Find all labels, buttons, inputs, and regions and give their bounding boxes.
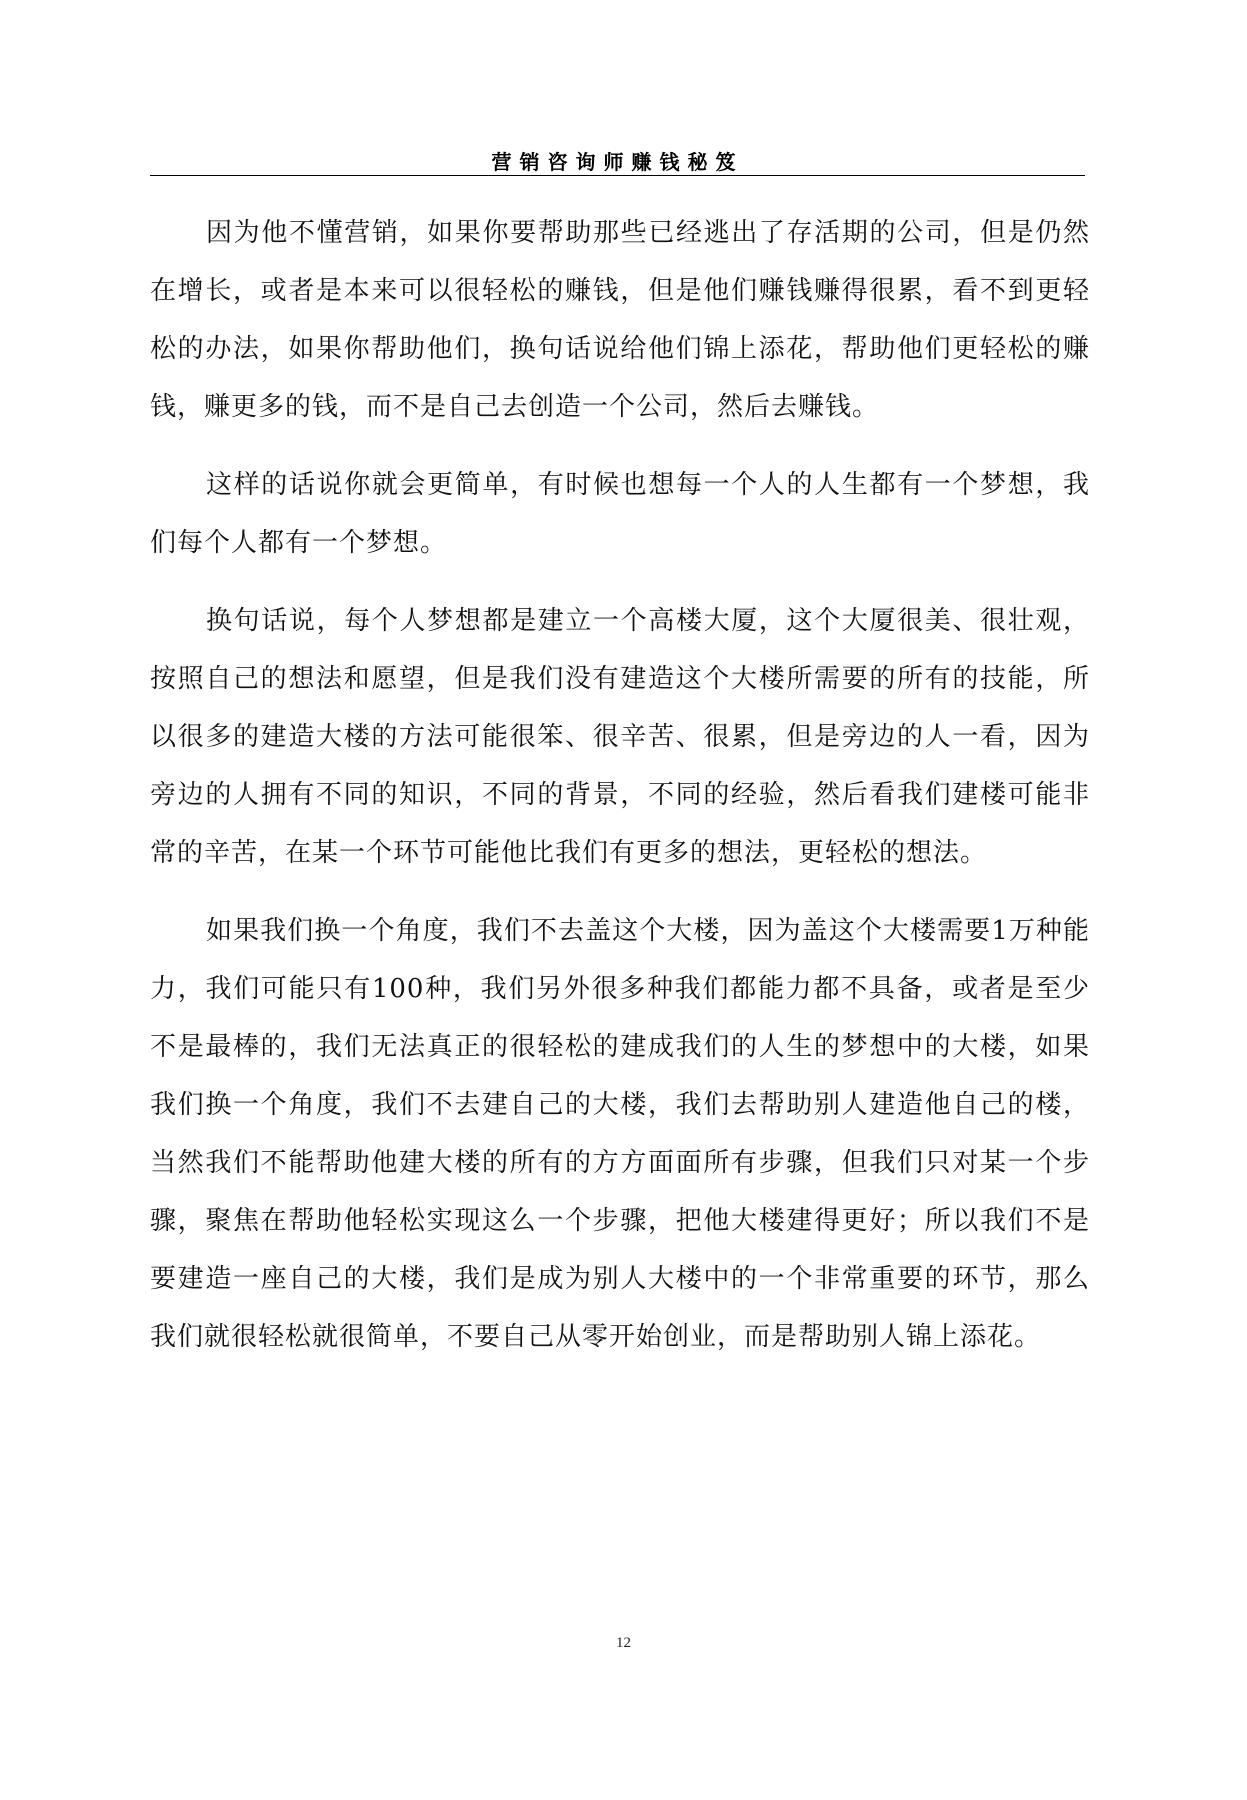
page-header (150, 150, 1085, 174)
paragraph-2: 这样的话说你就会更简单，有时候也想每一个人的人生都有一个梦想，我们每个人都有一个梦想。 (150, 470, 1090, 558)
header-title: 营销咨询师赚钱秘笈 (491, 150, 744, 174)
header-rule (150, 175, 1085, 176)
paragraph-3: 换句话说，每个人梦想都是建立一个高楼大厦，这个大厦很美、很壮观，按照自己的想法和愿望，但是我们没有建造这个大楼所需要的所有的技能，所以很多的建造大楼的方法可能很笨、很辛苦、很累，但是旁边的人一看，因为旁边的人拥有不同的知识，不同的背景，不同的经验，然后看我们建楼可能非常的辛苦，在某一个环节可能他比我们有更多的想法，更轻松的想法。 (150, 606, 1090, 868)
page-number: 12 (616, 1635, 631, 1651)
body-text (150, 204, 1090, 1386)
paragraph-1: 因为他不懂营销，如果你要帮助那些已经逃出了存活期的公司，但是仍然在增长，或者是本来可以很轻松的赚钱，但是他们赚钱赚得很累，看不到更轻松的办法，如果你帮助他们，换句话说给他们锦上添花，帮助他们更轻松的赚钱，赚更多的钱，而不是自己去创造一个公司，然后去赚钱。 (150, 218, 1090, 422)
paragraph-4: 如果我们换一个角度，我们不去盖这个大楼，因为盖这个大楼需要1万种能力，我们可能只有100种，我们另外很多种我们都能力都不具备，或者是至少不是最棒的，我们无法真正的很轻松的建成我们的人生的梦想中的大楼，如果我们换一个角度，我们不去建自己的大楼，我们去帮助别人建造他自己的楼，当然我们不能帮助他建大楼的所有的方方面面所有步骤，但我们只对某一个步骤，聚焦在帮助他轻松实现这么一个步骤，把他大楼建得更好；所以我们不是要建造一座自己的大楼，我们是成为别人大楼中的一个非常重要的环节，那么我们就很轻松就很简单，不要自己从零开始创业，而是帮助别人锦上添花。 (150, 916, 1090, 1352)
